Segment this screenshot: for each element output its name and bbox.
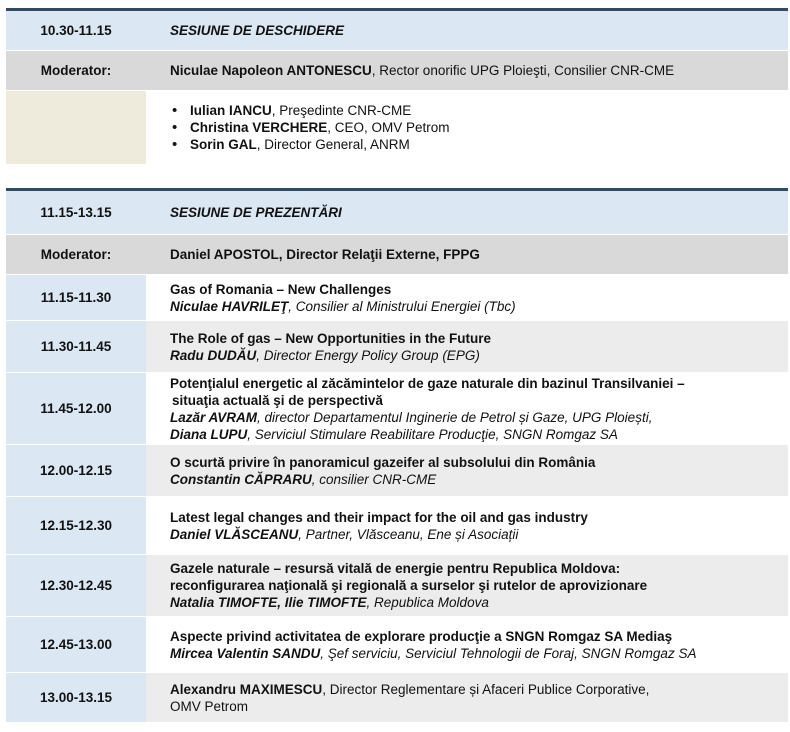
moderator-name: Niculae Napoleon ANTONESCU (170, 63, 372, 78)
slot-content (146, 555, 788, 616)
slot-time: 12.45-13.00 (6, 617, 146, 672)
slot-content (146, 497, 788, 554)
slot-time: 12.00-12.15 (6, 445, 146, 496)
slot-content (146, 617, 788, 672)
talk-speaker: Niculae HAVRILEŢ, Consilier al Ministrului Energiei (Tbc) (170, 298, 516, 314)
list-item: • Iulian IANCU, Preşedinte CNR-CME (170, 102, 788, 119)
talk-speaker: Alexandru MAXIMESCU, Director Reglementare și Afaceri Publice Corporative, (170, 681, 650, 697)
talk-speaker: Natalia TIMOFTE, Ilie TIMOFTE, Republica Moldova (170, 595, 489, 610)
speakers-list (170, 102, 788, 153)
session-header-row (6, 11, 788, 51)
slot-content (146, 321, 788, 372)
talk-title: Gazele naturale – resursă vitală de energie pentru Republica Moldova: (170, 561, 621, 576)
moderator-text (146, 51, 788, 90)
table-row (6, 321, 788, 373)
slot-time: 13.00-13.15 (6, 673, 146, 722)
slot-time: 12.30-12.45 (6, 555, 146, 616)
table-row (6, 555, 788, 617)
list-item: • Christina VERCHERE, CEO, OMV Petrom (170, 119, 788, 136)
talk-title-cont: reconfigurarea naţională şi regională a surselor şi rutelor de aprovizionare (170, 578, 648, 593)
talk-title: O scurtă privire în panoramicul gazeifer al subsolului din România (170, 454, 596, 470)
talk-speaker: Lazăr AVRAM, director Departamentul Inginerie de Petrol și Gaze, UPG Ploiești, (170, 409, 653, 425)
session-opening-table (6, 8, 788, 165)
table-row (6, 673, 788, 723)
moderator-role: , Rector onorific UPG Ploieşti, Consilier CNR-CME (371, 63, 675, 78)
table-row (6, 445, 788, 497)
talk-speaker: Radu DUDĂU, Director Energy Policy Group (EPG) (170, 347, 480, 363)
talk-speaker: Mircea Valentin SANDU, Şef serviciu, Serviciul Tehnologii de Foraj, SNGN Romgaz SA (170, 645, 697, 661)
session-time: 10.30-11.15 (40, 23, 112, 38)
session-title: SESIUNE DE DESCHIDERE (170, 23, 345, 38)
talk-speaker: Daniel VLĂSCEANU, Partner, Vlăsceanu, Ene și Asociații (170, 526, 519, 542)
slot-content (146, 673, 788, 722)
slot-time: 11.45-12.00 (6, 373, 146, 444)
slot-content (146, 445, 788, 496)
moderator-label: Moderator: (40, 247, 112, 262)
talk-speaker-cont: OMV Petrom (170, 698, 249, 714)
slot-time: 11.30-11.45 (6, 321, 146, 372)
slot-time: 11.15-11.30 (6, 275, 146, 320)
slot-time: 12.15-12.30 (6, 497, 146, 554)
moderator-label: Moderator: (40, 63, 112, 78)
session-title: SESIUNE DE PREZENTĂRI (170, 205, 342, 220)
talk-title: Aspecte privind activitatea de explorare producţie a SNGN Romgaz SA Mediaş (170, 628, 673, 644)
table-row (6, 373, 788, 445)
moderator-text: Daniel APOSTOL, Director Relaţii Externe, FPPG (170, 247, 480, 262)
session-time: 11.15-13.15 (40, 205, 112, 220)
table-row (6, 275, 788, 321)
speakers-row (6, 91, 788, 165)
session-presentations-table (6, 188, 788, 723)
list-item: • Sorin GAL, Director General, ANRM (170, 136, 788, 153)
talk-speaker: Constantin CĂPRARU, consilier CNR-CME (170, 471, 437, 487)
moderator-row (6, 235, 788, 275)
speakers-empty-cell (6, 91, 146, 164)
slot-content (146, 275, 788, 320)
talk-title: The Role of gas – New Opportunities in the Future (170, 330, 492, 346)
talk-title: Latest legal changes and their impact for the oil and gas industry (170, 509, 588, 525)
talk-title-cont: situaţia actuală şi de perspectivă (172, 392, 383, 408)
session-header-row (6, 191, 788, 235)
speakers-list-cell (146, 91, 788, 164)
moderator-row (6, 51, 788, 91)
talk-speaker: Diana LUPU, Serviciul Stimulare Reabilitare Producţie, SNGN Romgaz SA (170, 426, 618, 442)
table-row (6, 497, 788, 555)
slot-content (146, 373, 788, 444)
talk-title: Potenţialul energetic al zăcămintelor de gaze naturale din bazinul Transilvaniei – (170, 375, 685, 391)
talk-title: Gas of Romania – New Challenges (170, 281, 392, 297)
table-row (6, 617, 788, 673)
